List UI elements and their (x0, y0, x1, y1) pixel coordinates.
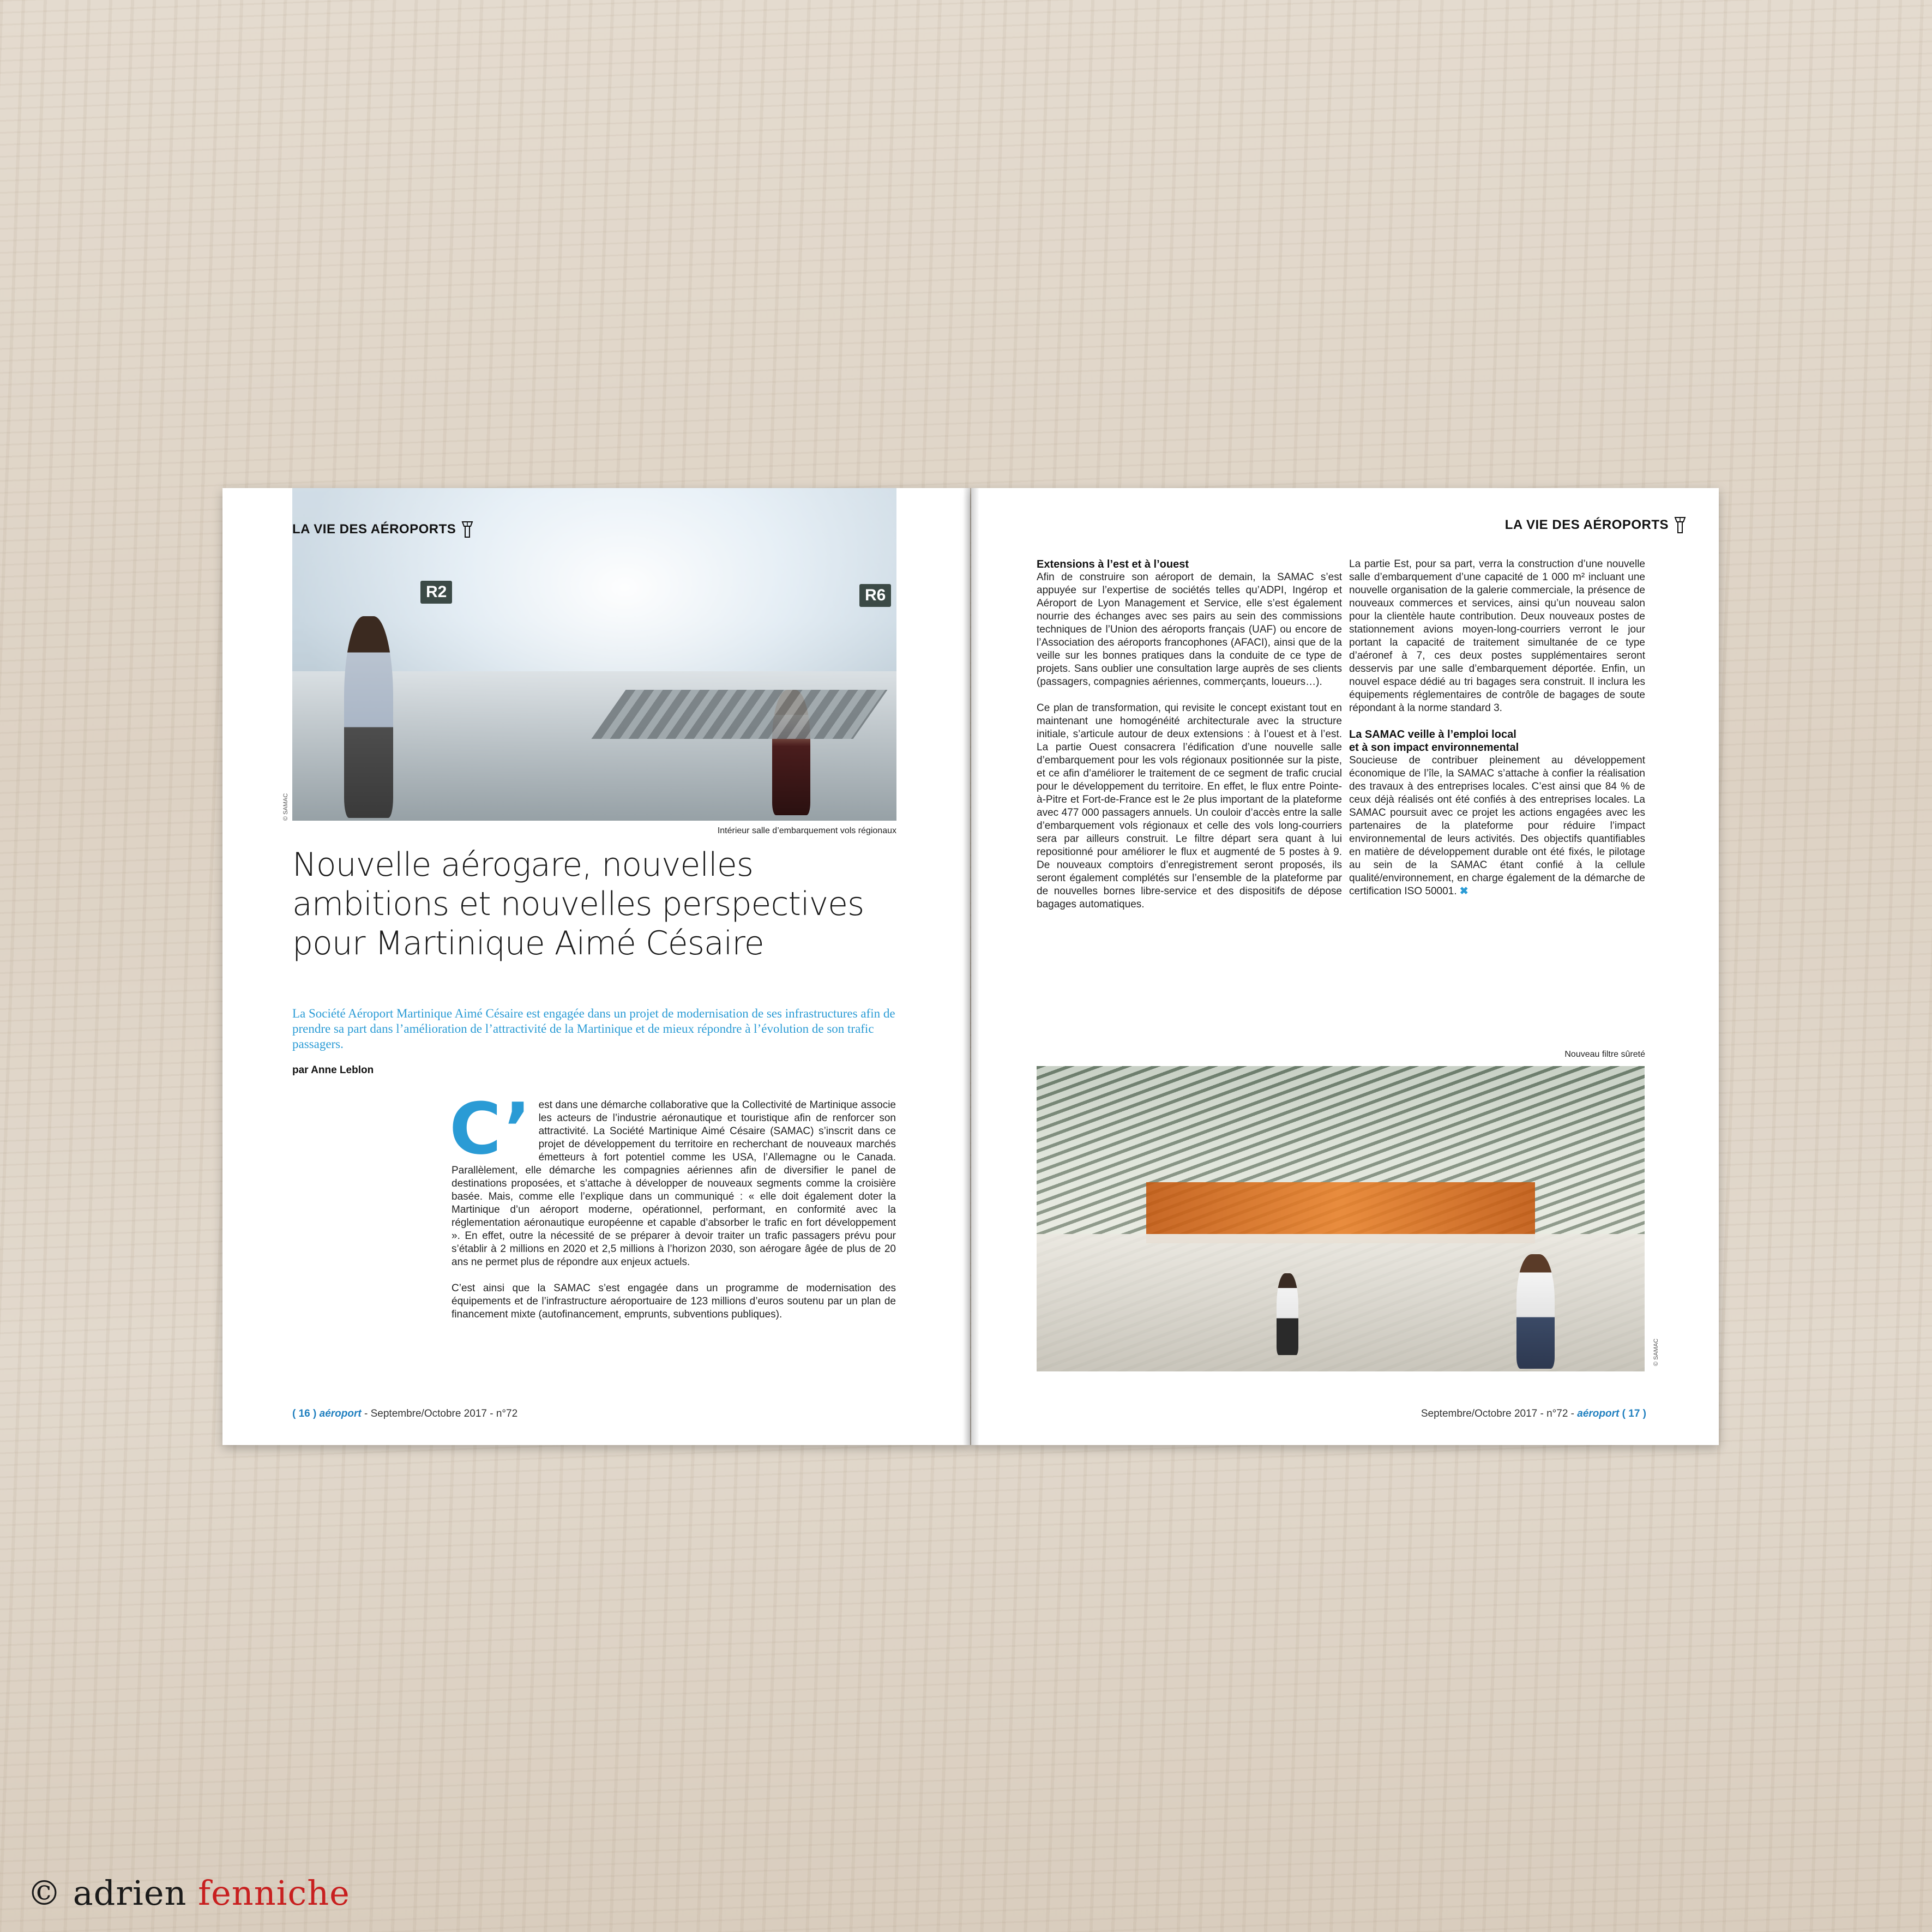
section-tag-label-right: LA VIE DES AÉROPORTS (1504, 517, 1669, 532)
watermark-name: fenniche (198, 1873, 350, 1913)
magazine-page-right (971, 488, 1719, 1445)
subheading-emploi-2: et à son impact environnemental (1349, 742, 1519, 754)
brand-name-left: aéroport (319, 1408, 362, 1419)
paragraph-emploi-text: Soucieuse de contribuer pleinement au développement économique de l’île, la SAMAC s’attache à confier la réalisation des travaux à des entreprises locales. C’est ainsi que 84 % de ceux déjà réalisés ont été confiés à des entreprises locales. La SAMAC poursuit avec ce projet les actions engagées avec les partenaires de la plateforme pour réduire l’impact environnemental de leurs activités. Des objectifs quantifiables en matière de développement durable ont été fixés, le pilotage au sein de la SAMAC étant confié à la cellule qualité/environnement, en charge également de la démarche de certification ISO 50001. (1349, 755, 1645, 897)
issue-info-right: Septembre/Octobre 2017 - n°72 - (1421, 1408, 1578, 1419)
paragraph-emploi (1349, 754, 1645, 898)
folio-right (1421, 1408, 1646, 1420)
drop-cap: C’ (449, 1087, 531, 1170)
photo-caption-left: Intérieur salle d’embarquement vols régionaux (717, 826, 896, 835)
folio-left (292, 1408, 517, 1420)
article-body-left (449, 1087, 896, 1334)
body-paragraph-1 (449, 1087, 896, 1269)
end-of-article-icon: ✖ (1459, 886, 1468, 897)
article-column-right-1 (1037, 558, 1342, 924)
headline-line-2: ambitions et nouvelles perspectives (292, 885, 864, 923)
photographer-watermark (27, 1873, 350, 1913)
photo-seating-row (591, 690, 887, 739)
photo-caption-right: Nouveau filtre sûreté (1564, 1050, 1645, 1059)
control-tower-icon (461, 521, 473, 538)
photo-traveler-2 (1516, 1254, 1555, 1369)
article-standfirst: La Société Aéroport Martinique Aimé Césaire est engagée dans un projet de modernisation de ses infrastructures afin de prendre sa part dans l’amélioration de l’attractivité de la Martinique et de mieux répondre à l’évolution de son trafic passagers. (292, 1007, 895, 1051)
subheading-extensions: Extensions à l’est et à l’ouest (1037, 558, 1189, 570)
article-headline (292, 845, 903, 963)
article-byline: par Anne Leblon (292, 1064, 374, 1076)
control-tower-icon (1674, 516, 1686, 534)
article-column-right-2 (1349, 558, 1645, 911)
section-tag-left (292, 521, 473, 538)
watermark-prefix: © adrien (27, 1873, 198, 1913)
photo-credit-right: © SAMAC (1653, 1338, 1659, 1366)
subheading-emploi-1: La SAMAC veille à l’emploi local (1349, 729, 1516, 741)
section-tag-label: LA VIE DES AÉROPORTS (292, 522, 456, 537)
photo-person-woman (344, 616, 393, 818)
photo-security-filter (1037, 1066, 1645, 1371)
page-number-right: ( 17 ) (1622, 1408, 1646, 1419)
photo-credit-left: © SAMAC (282, 793, 289, 821)
gate-sign-r2: R2 (420, 581, 452, 604)
body-paragraph-1-text: est dans une démarche collaborative que la Collectivité de Martinique associe les acteurs de l’industrie aéronautique et touristique afin de renforcer son attractivité. La Société Martinique Aimé Césaire (SAMAC) s’inscrit dans ce projet de développement du territoire en recherchant de nouveaux marchés émetteurs à fort potentiel comme les USA, l’Allemagne ou le Canada. Parallèlement, elle démarche les compagnies aériennes afin de diversifier le panel de destinations proposées, et s’attache à développer de nouveaux segments comme la croisière basée. Mais, comme elle l’explique dans un communiqué : « elle doit également doter la Martinique d’un aéroport moderne, opérationnel, performant, en conformité avec la réglementation aéronautique européenne et capable d’absorber le trafic en fort développement ». En effet, outre la nécessité de se préparer à devoir traiter un trafic passagers prévu pour s’établir à 2 millions en 2020 et 2,5 millions à l’horizon 2030, son aérogare âgée de plus de 20 ans ne permet plus de répondre aux enjeux actuels. (452, 1099, 896, 1268)
issue-info-left: - Septembre/Octobre 2017 - n°72 (361, 1408, 518, 1419)
gate-sign-r6: R6 (859, 584, 891, 607)
paragraph-extensions-2: Ce plan de transformation, qui revisite le concept existant tout en maintenant une homogénéité architecturale avec la structure initiale, s’articule autour de deux extensions : à l’ouest et à l’est. La partie Ouest consacrera l’édification d’une nouvelle salle d’embarquement pour les vols régionaux positionnée sur la piste, et ce afin d’améliorer le traitement de ce segment de trafic crucial pour le développement du territoire. En effet, le flux entre Pointe-à-Pitre et Fort-de-France est le 2e plus important de la plateforme avec 477 000 passagers annuels. Un couloir d’accès entre la salle d’embarquement vols régionaux et celle des vols long-courriers sera par ailleurs construit. Le filtre départ sera quant à lui repositionné pour améliorer le flux et augmenté de 5 postes à 9. De nouveaux comptoirs d’enregistrement seront proposés, ils seront également complétés sur l’ensemble de la plateforme par de nouvelles bornes libre-service et des dispositifs de dépose bagages automatiques. (1037, 702, 1342, 910)
section-tag-right (1505, 516, 1686, 534)
photo-traveler-1 (1277, 1273, 1298, 1355)
paragraph-extensions-1: Afin de construire son aéroport de demain, la SAMAC s’est appuyée sur l’expertise de sociétés telles qu’ADPI, Ingérop et Aéroport de Lyon Management et Service, elle s’est également nourrie des échanges avec ses pairs au sein des commissions techniques de l’Union des aéroports français (UAF) ou encore de l’Association des aéroports francophones (AFACI), ainsi que de la veille sur les bonnes pratiques dans la conduite de ce type de projets. Sans oublier une consultation large auprès de ses clients (passagers, compagnies aériennes, commerçants, loueurs…). (1037, 571, 1342, 688)
headline-line-3: pour Martinique Aimé Césaire (292, 924, 764, 962)
body-paragraph-2: C’est ainsi que la SAMAC s’est engagée dans un programme de modernisation des équipements et de l’infrastructure aéroportuaire de 123 millions d’euros soutenu par un plan de financement mixte (autofinancement, emprunts, subventions publiques). (452, 1283, 896, 1320)
headline-line-1: Nouvelle aérogare, nouvelles (292, 846, 753, 884)
brand-name-right: aéroport (1577, 1408, 1620, 1419)
page-number-left: ( 16 ) (292, 1408, 317, 1419)
paragraph-partie-est: La partie Est, pour sa part, verra la construction d’une nouvelle salle d’embarquement d’une capacité de 1 000 m² incluant une nouvelle organisation de la galerie commerciale, la présence de nouveaux commerces et services, ainsi qu’un nouveau salon pour la clientèle haute contribution. Deux nouveaux postes de stationnement avions moyen-long-courriers verront le jour portant la capacité de traitement simultanée de ce type d’aéronef à 7, ces deux postes supplémentaires seront desservis par une salle d’embarquement déportée. Enfin, un nouvel espace dédié au tri bagages sera construit. Il inclura les équipements réglementaires de contrôle de bagages de soute répondant à la norme standard 3. (1349, 558, 1645, 714)
magazine-page-left (222, 488, 970, 1445)
